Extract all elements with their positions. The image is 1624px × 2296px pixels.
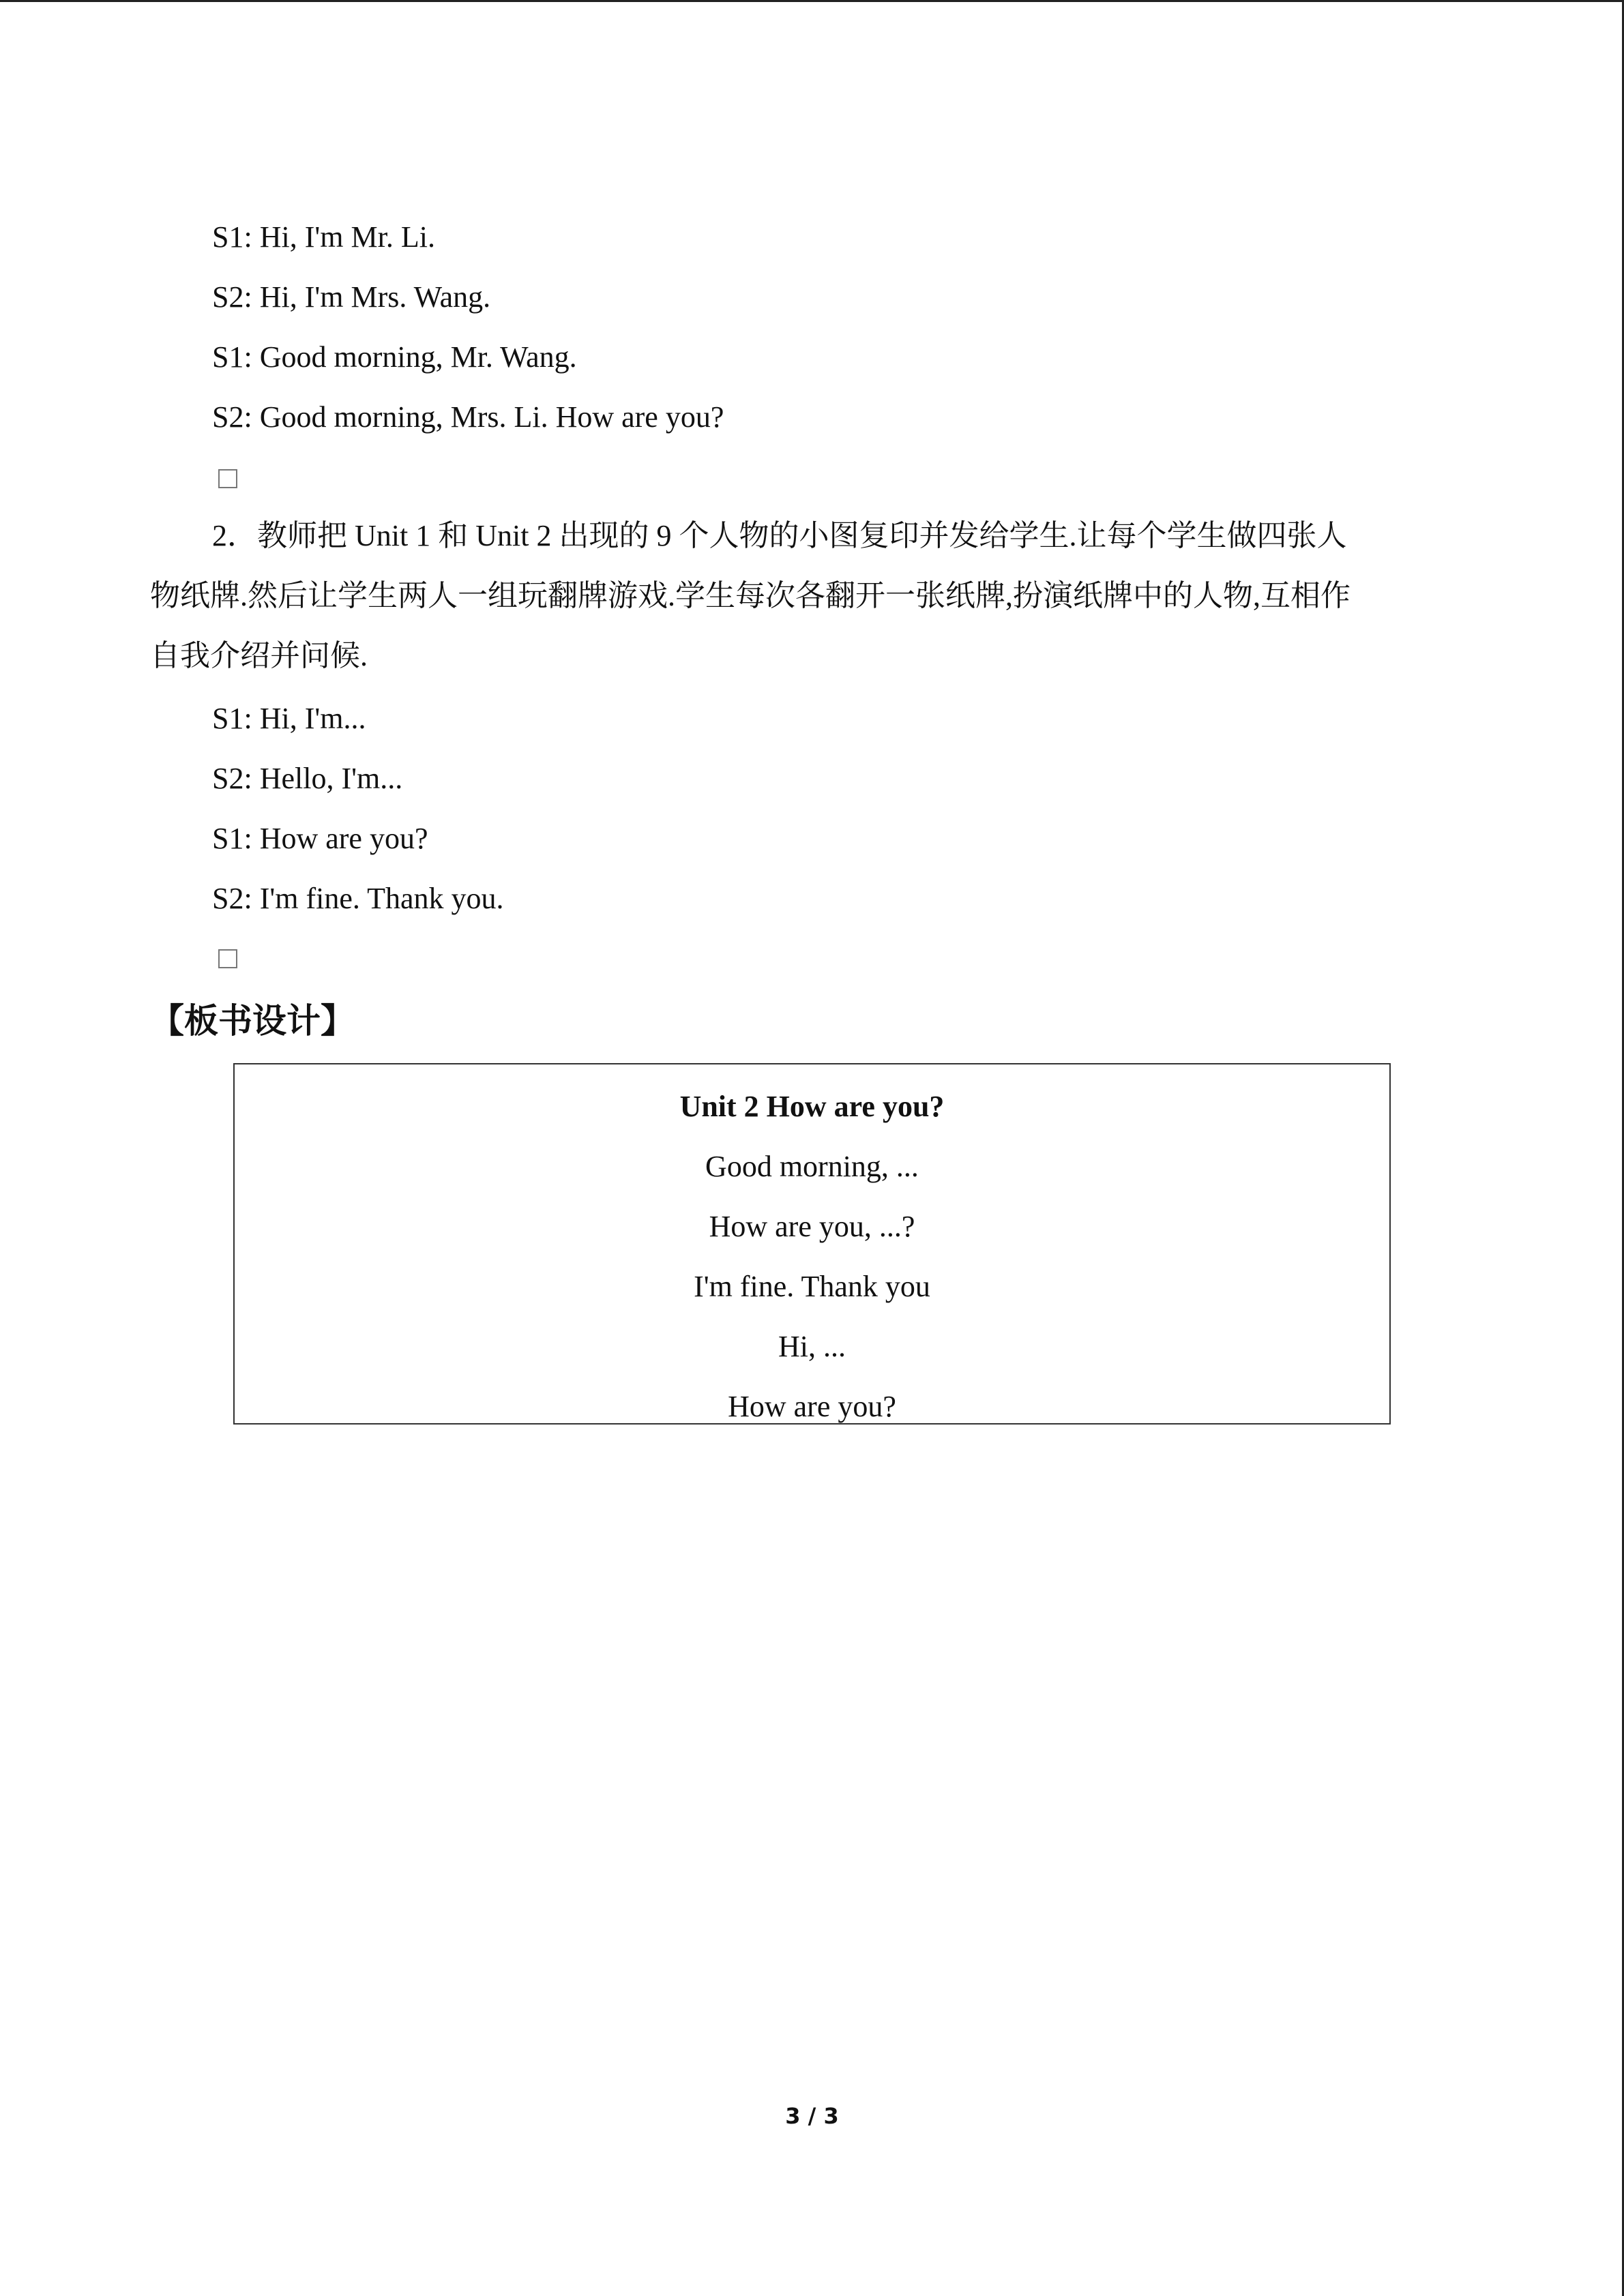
page-top-border — [0, 0, 1624, 2]
dialogue-line: S1: How are you? — [212, 822, 428, 855]
board-line: Good morning, ... — [705, 1150, 919, 1183]
board-title: Unit 2 How are you? — [679, 1090, 945, 1123]
board-design-box — [233, 1063, 1391, 1425]
page-number: 3 / 3 — [785, 2103, 839, 2129]
board-line: How are you, ...? — [709, 1210, 915, 1243]
dialogue-line: S2: I'm fine. Thank you. — [212, 882, 504, 915]
dialogue-line: S2: Hi, I'm Mrs. Wang. — [212, 280, 491, 314]
activity-paragraph-line: 物纸牌.然后让学生两人一组玩翻牌游戏.学生每次各翻开一张纸牌,扮演纸牌中的人物,互相作 — [150, 579, 1350, 612]
empty-checkbox-icon — [218, 469, 237, 488]
activity-paragraph-line: 2．教师把 Unit 1 和 Unit 2 出现的 9 个人物的小图复印并发给学生.让每个学生做四张人 — [212, 519, 1347, 552]
dialogue-line: S1: Good morning, Mr. Wang. — [212, 340, 577, 374]
dialogue-line: S1: Hi, I'm... — [212, 702, 366, 735]
board-design-heading: 【板书设计】 — [150, 1001, 355, 1041]
board-line: Hi, ... — [778, 1330, 846, 1363]
board-line: How are you? — [728, 1390, 896, 1423]
activity-paragraph-line: 自我介绍并问候. — [150, 639, 368, 672]
board-line: I'm fine. Thank you — [694, 1270, 930, 1303]
dialogue-line: S1: Hi, I'm Mr. Li. — [212, 220, 435, 254]
dialogue-line: S2: Hello, I'm... — [212, 762, 403, 795]
dialogue-line: S2: Good morning, Mrs. Li. How are you? — [212, 400, 724, 434]
empty-checkbox-icon — [218, 949, 237, 968]
